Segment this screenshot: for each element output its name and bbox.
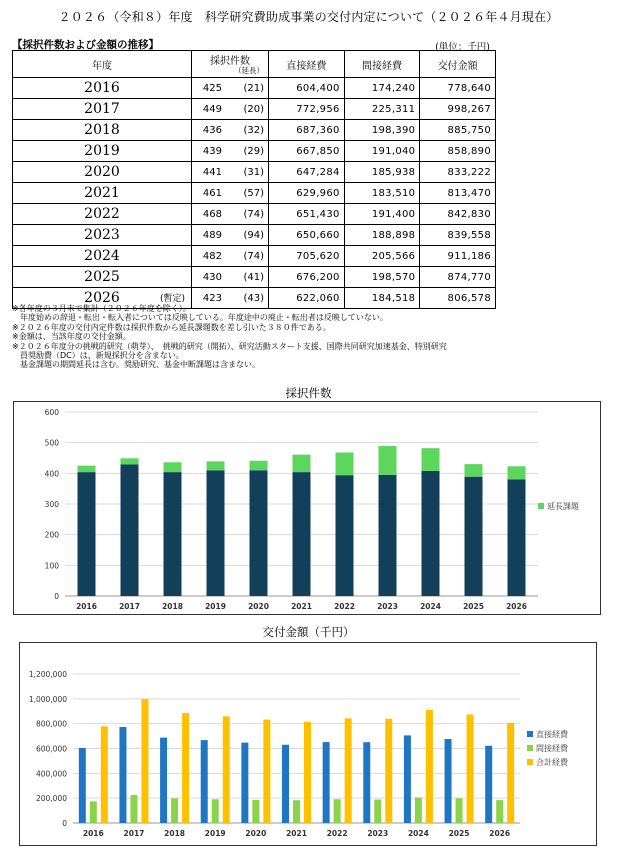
- bar: [282, 745, 289, 823]
- extended-cell: [226, 162, 269, 183]
- x-tick-label: 2022: [334, 602, 355, 611]
- bar: [465, 464, 483, 477]
- table-row: [13, 183, 496, 204]
- total-cell-text: 778,640: [447, 82, 491, 94]
- direct-cell: [269, 78, 345, 99]
- x-tick-label: 2024: [420, 602, 441, 611]
- table-row: [13, 267, 496, 288]
- bar: [160, 738, 167, 823]
- legend-label: 直接経費: [536, 730, 568, 739]
- legend-swatch: [527, 731, 533, 737]
- year-cell: [13, 120, 192, 141]
- x-tick-label: 2016: [82, 829, 104, 838]
- year-cell: [13, 204, 192, 225]
- direct-cell-text: 687,360: [296, 124, 340, 136]
- bar: [456, 798, 463, 823]
- bar: [263, 720, 270, 823]
- bar: [363, 742, 370, 823]
- total-cell: [420, 78, 496, 99]
- y-tick-label: 800,000: [35, 719, 67, 729]
- indirect-cell-text: 191,040: [371, 145, 416, 157]
- header-year: 年度: [13, 51, 192, 78]
- bar: [78, 466, 96, 472]
- bar: [345, 718, 352, 823]
- bar: [465, 477, 483, 596]
- indirect-cell-text: 183,510: [371, 187, 416, 199]
- y-tick-label: 600: [44, 408, 59, 417]
- y-tick-label: 600,000: [35, 744, 67, 754]
- indirect-cell: [344, 225, 420, 246]
- indirect-cell-text: 205,566: [371, 250, 416, 262]
- legend-swatch: [527, 759, 533, 765]
- year-cell: [13, 225, 192, 246]
- adopted-cell-text: 489: [202, 229, 222, 241]
- direct-cell-text: 772,956: [296, 103, 340, 115]
- direct-cell-text: 629,960: [296, 187, 340, 199]
- page-title: ２０２６（令和８）年度 科学研究費助成事業の交付内定について（２０２６年４月現在）: [58, 10, 559, 24]
- bar: [415, 797, 422, 823]
- note-line: ※２０２６年度分の挑戦的研究（萌芽）、 挑戦的研究（開拓）、研究活動スタート支援、国際共同研究加速基金、特別研究: [12, 341, 447, 351]
- x-tick-label: 2019: [205, 602, 226, 611]
- chart2-title: 交付金額（千円）: [262, 625, 355, 639]
- extended-cell: [226, 99, 269, 120]
- bar: [241, 743, 248, 823]
- bar: [250, 461, 268, 471]
- total-cell: [420, 120, 496, 141]
- indirect-cell: [344, 204, 420, 225]
- direct-cell-text: 650,660: [296, 229, 340, 241]
- y-tick-label: 400,000: [35, 769, 67, 779]
- bar: [252, 800, 259, 823]
- indirect-cell: [344, 120, 420, 141]
- legend-label: 間接経費: [536, 744, 568, 753]
- extended-cell-text: (74): [243, 208, 264, 220]
- year-cell-text: 2022: [84, 206, 120, 222]
- bar: [164, 462, 182, 472]
- year-cell-text: 2016: [84, 80, 120, 96]
- bar: [130, 795, 137, 823]
- table-row: [13, 225, 496, 246]
- table-row: [13, 99, 496, 120]
- total-cell-text: 842,830: [447, 208, 491, 220]
- total-cell: [420, 204, 496, 225]
- bar: [336, 475, 354, 596]
- bar: [293, 472, 311, 596]
- y-tick-label: 100: [44, 561, 59, 571]
- bar: [90, 801, 97, 823]
- direct-cell-text: 676,200: [296, 271, 340, 283]
- direct-cell: [269, 162, 345, 183]
- section-label: 【採択件数および金額の推移】: [12, 39, 159, 51]
- extended-cell-text: (31): [243, 166, 264, 178]
- extended-cell-text: (43): [243, 292, 264, 304]
- direct-cell: [269, 183, 345, 204]
- y-tick-label: 400: [44, 469, 59, 479]
- total-cell-text: 911,186: [447, 250, 491, 262]
- direct-cell-text: 667,850: [296, 145, 340, 157]
- unit-label: (単位：千円): [435, 42, 490, 53]
- bar: [121, 464, 139, 596]
- bar: [171, 798, 178, 823]
- direct-cell: [269, 246, 345, 267]
- extended-cell-text: (21): [243, 82, 264, 94]
- bar: [445, 739, 452, 823]
- adopted-cell: [192, 246, 227, 267]
- bar: [508, 466, 526, 479]
- note-line: ※各年度の３月末で集計（２０２６年度を除く）。: [12, 304, 191, 313]
- provisional-note: (暫定): [159, 294, 185, 304]
- direct-cell: [269, 225, 345, 246]
- y-tick-label: 200,000: [35, 794, 67, 804]
- chart1-svg: [14, 402, 600, 614]
- indirect-cell-text: 185,938: [371, 166, 416, 178]
- indirect-cell: [344, 267, 420, 288]
- header-extended-label: （延長）: [234, 66, 264, 75]
- indirect-cell-text: 225,311: [371, 103, 416, 115]
- note-line: ※２０２６年度の交付内定件数は採択件数から延長課題数を差し引いた３８０件である。: [12, 322, 331, 332]
- extended-cell: [226, 120, 269, 141]
- total-cell: [420, 141, 496, 162]
- x-tick-label: 2016: [76, 602, 97, 611]
- year-cell: [13, 141, 192, 162]
- bar: [164, 472, 182, 596]
- x-tick-label: 2018: [164, 829, 186, 838]
- direct-cell: [269, 267, 345, 288]
- y-tick-label: 200: [44, 530, 59, 540]
- bar: [379, 446, 397, 475]
- bar: [201, 740, 208, 823]
- extended-cell-text: (94): [243, 229, 264, 241]
- table-row: [13, 141, 496, 162]
- note-line: 年度始めの辞退・転出・転入者については反映している。年度途中の廃止・転出者は反映していない。: [12, 313, 388, 323]
- total-cell-text: 998,267: [447, 103, 491, 115]
- adopted-cell-text: 423: [202, 292, 222, 304]
- x-tick-label: 2020: [248, 602, 269, 611]
- year-cell: [13, 99, 192, 120]
- indirect-cell: [344, 162, 420, 183]
- x-tick-label: 2022: [326, 829, 348, 838]
- bar: [119, 727, 126, 823]
- adopted-cell: [192, 162, 227, 183]
- adopted-cell: [192, 141, 227, 162]
- extended-cell: [226, 225, 269, 246]
- adopted-cell-text: 430: [202, 271, 222, 283]
- x-tick-label: 2019: [204, 829, 226, 838]
- indirect-cell-text: 198,390: [371, 124, 416, 136]
- extended-cell: [226, 141, 269, 162]
- extended-cell: [226, 78, 269, 99]
- chart1-title: 採択件数: [285, 386, 332, 400]
- note-line: ※金額は、当該年度の交付金額。: [12, 332, 131, 342]
- total-cell-text: 806,578: [447, 292, 491, 304]
- indirect-cell-text: 188,898: [371, 229, 416, 241]
- indirect-cell: [344, 99, 420, 120]
- adopted-cell-text: 468: [202, 208, 222, 220]
- adopted-cell-text: 449: [202, 103, 222, 115]
- bar: [374, 800, 381, 823]
- extended-cell: [226, 267, 269, 288]
- bar: [101, 726, 108, 823]
- header-direct: 直接経費: [269, 51, 345, 78]
- bar: [336, 452, 354, 475]
- bar: [422, 448, 440, 471]
- header-total: 交付金額: [420, 51, 496, 78]
- note-line: 員奨励費（DC）は、新規採択分を含まない。: [12, 351, 184, 361]
- direct-cell: [269, 204, 345, 225]
- year-cell-text: 2026: [84, 290, 120, 306]
- bar: [508, 479, 526, 596]
- total-cell-text: 839,558: [447, 229, 491, 241]
- bar: [323, 742, 330, 823]
- bar: [304, 722, 311, 823]
- year-cell: [13, 78, 192, 99]
- x-tick-label: 2024: [407, 829, 429, 838]
- total-cell-text: 858,890: [447, 145, 491, 157]
- chart1-box: [13, 401, 601, 615]
- direct-cell: [269, 99, 345, 120]
- year-cell-text: 2024: [84, 248, 120, 264]
- year-cell-text: 2023: [84, 227, 120, 243]
- bar: [496, 800, 503, 823]
- y-tick-label: 1,200,000: [28, 670, 67, 679]
- bar: [141, 699, 148, 823]
- table-row: [13, 204, 496, 225]
- adopted-cell: [192, 225, 227, 246]
- table-header-row: [13, 51, 496, 78]
- direct-cell-text: 647,284: [296, 166, 340, 178]
- adopted-cell: [192, 183, 227, 204]
- legend-label: 延長課題: [547, 502, 579, 511]
- notes: [12, 304, 572, 370]
- direct-cell-text: 705,620: [296, 250, 340, 262]
- y-tick-label: 1,000,000: [28, 694, 67, 704]
- total-cell: [420, 225, 496, 246]
- indirect-cell-text: 198,570: [371, 271, 416, 283]
- total-cell-text: 813,470: [447, 187, 491, 199]
- chart2-box: [19, 642, 597, 846]
- adopted-cell: [192, 120, 227, 141]
- indirect-cell: [344, 246, 420, 267]
- note-line: 基金課題の期間延長は含む。奨励研究、基金中断課題は含まない。: [12, 360, 260, 370]
- bar: [79, 748, 86, 823]
- year-cell-text: 2021: [84, 185, 120, 201]
- adopted-cell-text: 439: [202, 145, 222, 157]
- extended-cell: [226, 246, 269, 267]
- total-cell: [420, 99, 496, 120]
- adopted-cell-text: 425: [202, 82, 222, 94]
- total-cell-text: 885,750: [447, 124, 491, 136]
- x-tick-label: 2025: [448, 829, 470, 838]
- year-cell: [13, 246, 192, 267]
- x-tick-label: 2023: [377, 602, 398, 611]
- x-tick-label: 2023: [367, 829, 389, 838]
- year-cell: [13, 162, 192, 183]
- indirect-cell-text: 174,240: [371, 82, 416, 94]
- x-tick-label: 2018: [162, 602, 183, 611]
- y-tick-label: 0: [54, 592, 59, 601]
- x-tick-label: 2017: [119, 602, 140, 611]
- total-cell-text: 833,222: [447, 166, 491, 178]
- extended-cell-text: (20): [243, 103, 264, 115]
- direct-cell-text: 604,400: [296, 82, 340, 94]
- x-tick-label: 2021: [286, 829, 307, 838]
- x-tick-label: 2017: [123, 829, 145, 838]
- total-cell: [420, 267, 496, 288]
- bar: [426, 710, 433, 823]
- bar: [334, 799, 341, 823]
- bar: [207, 470, 225, 596]
- bar: [404, 735, 411, 823]
- legend-swatch: [538, 503, 544, 509]
- bar: [223, 716, 230, 823]
- summary-table: [12, 50, 496, 309]
- bar: [485, 746, 492, 823]
- direct-cell: [269, 120, 345, 141]
- bar: [121, 458, 139, 464]
- bar: [212, 799, 219, 823]
- bar: [422, 471, 440, 596]
- extended-cell-text: (29): [243, 145, 264, 157]
- year-cell-text: 2020: [84, 164, 120, 180]
- indirect-cell-text: 191,400: [371, 208, 416, 220]
- bar: [78, 472, 96, 596]
- extended-cell-text: (74): [243, 250, 264, 262]
- header-indirect: 間接経費: [344, 51, 420, 78]
- y-tick-label: 0: [62, 819, 67, 828]
- year-cell-text: 2018: [84, 122, 120, 138]
- x-tick-label: 2020: [245, 829, 267, 838]
- bar: [467, 714, 474, 823]
- legend-label: 合計経費: [536, 758, 568, 767]
- bar: [293, 455, 311, 472]
- x-tick-label: 2021: [291, 602, 312, 611]
- direct-cell: [269, 141, 345, 162]
- x-tick-label: 2026: [489, 829, 511, 838]
- indirect-cell: [344, 141, 420, 162]
- bar: [182, 713, 189, 823]
- year-cell: [13, 267, 192, 288]
- adopted-cell-text: 436: [202, 124, 222, 136]
- year-cell: [13, 183, 192, 204]
- adopted-cell: [192, 78, 227, 99]
- total-cell: [420, 162, 496, 183]
- adopted-cell: [192, 204, 227, 225]
- chart2-svg: [20, 643, 596, 845]
- total-cell: [420, 183, 496, 204]
- x-tick-label: 2026: [506, 602, 527, 611]
- legend-swatch: [527, 745, 533, 751]
- direct-cell-text: 622,060: [296, 292, 340, 304]
- adopted-cell: [192, 99, 227, 120]
- adopted-cell-text: 461: [202, 187, 222, 199]
- year-cell-text: 2025: [84, 269, 120, 285]
- total-cell: [420, 246, 496, 267]
- total-cell-text: 874,770: [447, 271, 491, 283]
- extended-cell: [226, 183, 269, 204]
- year-cell-text: 2019: [84, 143, 120, 159]
- extended-cell-text: (32): [243, 124, 264, 136]
- x-tick-label: 2025: [463, 602, 484, 611]
- table-row: [13, 78, 496, 99]
- table-row: [13, 246, 496, 267]
- adopted-cell: [192, 267, 227, 288]
- adopted-cell-text: 441: [202, 166, 222, 178]
- header-adopted: [192, 51, 269, 78]
- table-row: [13, 120, 496, 141]
- indirect-cell: [344, 78, 420, 99]
- indirect-cell-text: 184,518: [371, 292, 416, 304]
- table-row: [13, 162, 496, 183]
- bar: [379, 475, 397, 596]
- y-tick-label: 500: [44, 438, 59, 448]
- direct-cell-text: 651,430: [296, 208, 340, 220]
- extended-cell-text: (57): [243, 187, 264, 199]
- bar: [293, 800, 300, 823]
- bar: [385, 719, 392, 823]
- y-tick-label: 300: [44, 500, 59, 509]
- extended-cell: [226, 204, 269, 225]
- extended-cell-text: (41): [243, 271, 264, 283]
- adopted-cell-text: 482: [202, 250, 222, 262]
- header-adopted-label: 採択件数: [210, 56, 250, 67]
- bar: [250, 470, 268, 596]
- bar: [507, 723, 514, 823]
- year-cell-text: 2017: [84, 101, 120, 117]
- bar: [207, 461, 225, 470]
- indirect-cell: [344, 183, 420, 204]
